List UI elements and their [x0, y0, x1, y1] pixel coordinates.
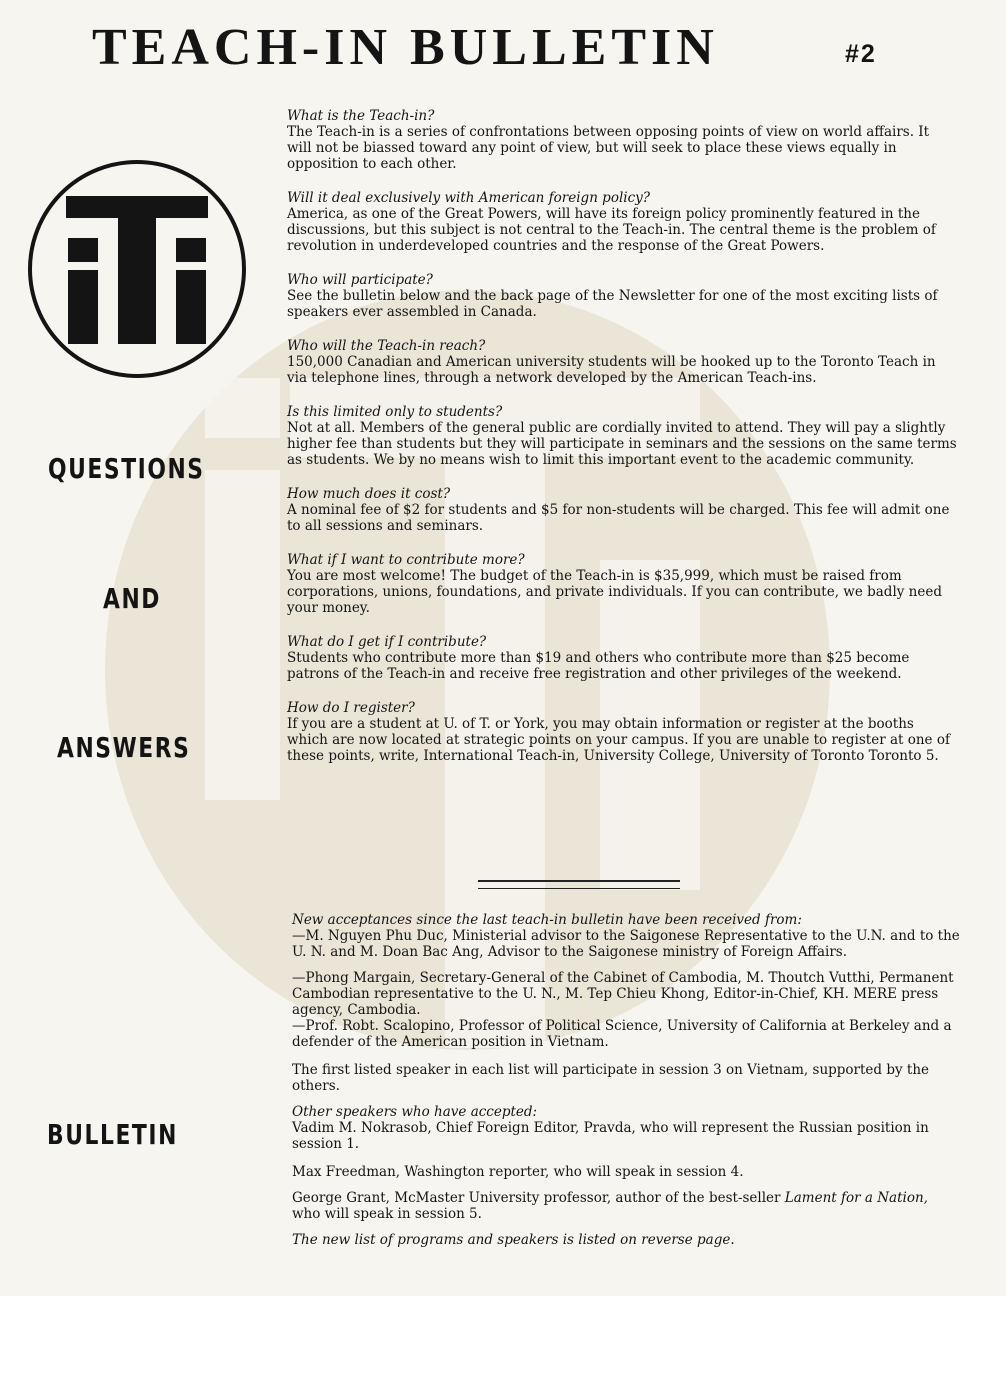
- answer: America, as one of the Great Powers, will have its foreign policy prominently featured in the discussions, but this subject is not central to the Teach-in. The central theme is the problem of revolution in underdeveloped countries and the response of the Great Powers.: [287, 206, 936, 254]
- qa-section: [287, 108, 957, 782]
- acceptances-block: [292, 912, 960, 960]
- question: Who will participate?: [287, 272, 433, 288]
- speaker-entry-text: George Grant, McMaster University professor, author of the best-seller: [292, 1190, 785, 1206]
- book-title: Lament for a Nation,: [784, 1190, 928, 1206]
- qa-item: [287, 700, 957, 764]
- qa-item: [287, 404, 957, 468]
- closing-note: The new list of programs and speakers is listed on reverse page.: [292, 1232, 735, 1248]
- bottom-margin: [0, 1296, 1006, 1390]
- answer: Not at all. Members of the general public are cordially invited to attend. They will pay a slightly higher fee than students but they will participate in seminars and the sessions on the same terms as students. We by no means wish to limit this important event to the academic community.: [287, 420, 957, 468]
- watermark-letter-block: [205, 470, 280, 800]
- side-label-questions: QUESTIONS: [48, 452, 205, 485]
- question: Will it deal exclusively with American foreign policy?: [287, 190, 651, 206]
- answer: 150,000 Canadian and American university students will be hooked up to the Toronto Teach in via telephone lines, through a network developed by the American Teach-ins.: [287, 354, 936, 386]
- question: Who will the Teach-in reach?: [287, 338, 486, 354]
- iti-logo-icon: [26, 158, 248, 380]
- answer: Students who contribute more than $19 and others who contribute more than $25 become patrons of the Teach-in and receive free registration and other privileges of the weekend.: [287, 650, 910, 682]
- acceptances-block: [292, 970, 960, 1050]
- issue-number: #2: [845, 40, 877, 68]
- side-label-answers: ANSWERS: [57, 731, 191, 764]
- qa-item: [287, 338, 957, 386]
- answer: You are most welcome! The budget of the Teach-in is $35,999, which must be raised from corporations, unions, foundations, and private individuals. If you can contribute, we badly need your money.: [287, 568, 942, 616]
- question: How much does it cost?: [287, 486, 451, 502]
- bulletin-section: [292, 912, 960, 1258]
- question: What do I get if I contribute?: [287, 634, 487, 650]
- qa-item: [287, 634, 957, 682]
- side-label-bulletin: BULLETIN: [47, 1118, 178, 1151]
- section-divider: [478, 880, 680, 889]
- qa-item: [287, 552, 957, 616]
- speaker-entry: Max Freedman, Washington reporter, who will speak in session 4.: [292, 1164, 744, 1180]
- question: How do I register?: [287, 700, 415, 716]
- speaker-entry-text: who will speak in session 5.: [292, 1206, 482, 1222]
- question: What is the Teach-in?: [287, 108, 435, 124]
- acceptance-entry: —M. Nguyen Phu Duc, Ministerial advisor to the Saigonese Representative to the U.N. and to the U. N. and M. Doan Bac Ang, Advisor to the Saigonese ministry of Foreign Affairs.: [292, 928, 960, 960]
- speaker-entry: Vadim M. Nokrasob, Chief Foreign Editor, Pravda, who will represent the Russian position in session 1.: [292, 1120, 929, 1152]
- answer: A nominal fee of $2 for students and $5 for non-students will be charged. This fee will admit one to all sessions and seminars.: [287, 502, 950, 534]
- qa-item: [287, 272, 957, 320]
- question: Is this limited only to students?: [287, 404, 503, 420]
- qa-item: [287, 108, 957, 172]
- watermark-letter-block: [205, 378, 280, 438]
- answer: The Teach-in is a series of confrontations between opposing points of view on world affairs. It will not be biassed toward any point of view, but will seek to place these views equally in opposition to each other.: [287, 124, 930, 172]
- answer: If you are a student at U. of T. or York, you may obtain information or register at the booths which are now located at strategic points on your campus. If you are unable to register at one of these points, write, International Teach-in, University College, University of Toronto Toronto 5.: [287, 716, 950, 764]
- speaker-entry-grant: [292, 1190, 960, 1222]
- qa-item: [287, 190, 957, 254]
- side-label-and: AND: [103, 582, 162, 615]
- page-title: TEACH-IN BULLETIN: [92, 19, 719, 76]
- acceptance-entry: —Prof. Robt. Scalopino, Professor of Political Science, University of California at Berkeley and a defender of the American position in Vietnam.: [292, 1018, 952, 1050]
- question: What if I want to contribute more?: [287, 552, 525, 568]
- session-note: The first listed speaker in each list will participate in session 3 on Vietnam, supported by the others.: [292, 1062, 930, 1094]
- other-speakers-block: [292, 1104, 960, 1152]
- qa-item: [287, 486, 957, 534]
- other-speakers-intro: Other speakers who have accepted:: [292, 1104, 538, 1120]
- acceptance-entry: —Phong Margain, Secretary-General of the Cabinet of Cambodia, M. Thoutch Vutthi, Permanent Cambodian representative to the U. N., M. Tep Chieu Khong, Editor-in-Chief, KH. MERE press agency, Cambodia.: [292, 970, 954, 1018]
- acceptances-intro: New acceptances since the last teach-in bulletin have been received from:: [292, 912, 802, 928]
- answer: See the bulletin below and the back page of the Newsletter for one of the most exciting lists of speakers ever assembled in Canada.: [287, 288, 938, 320]
